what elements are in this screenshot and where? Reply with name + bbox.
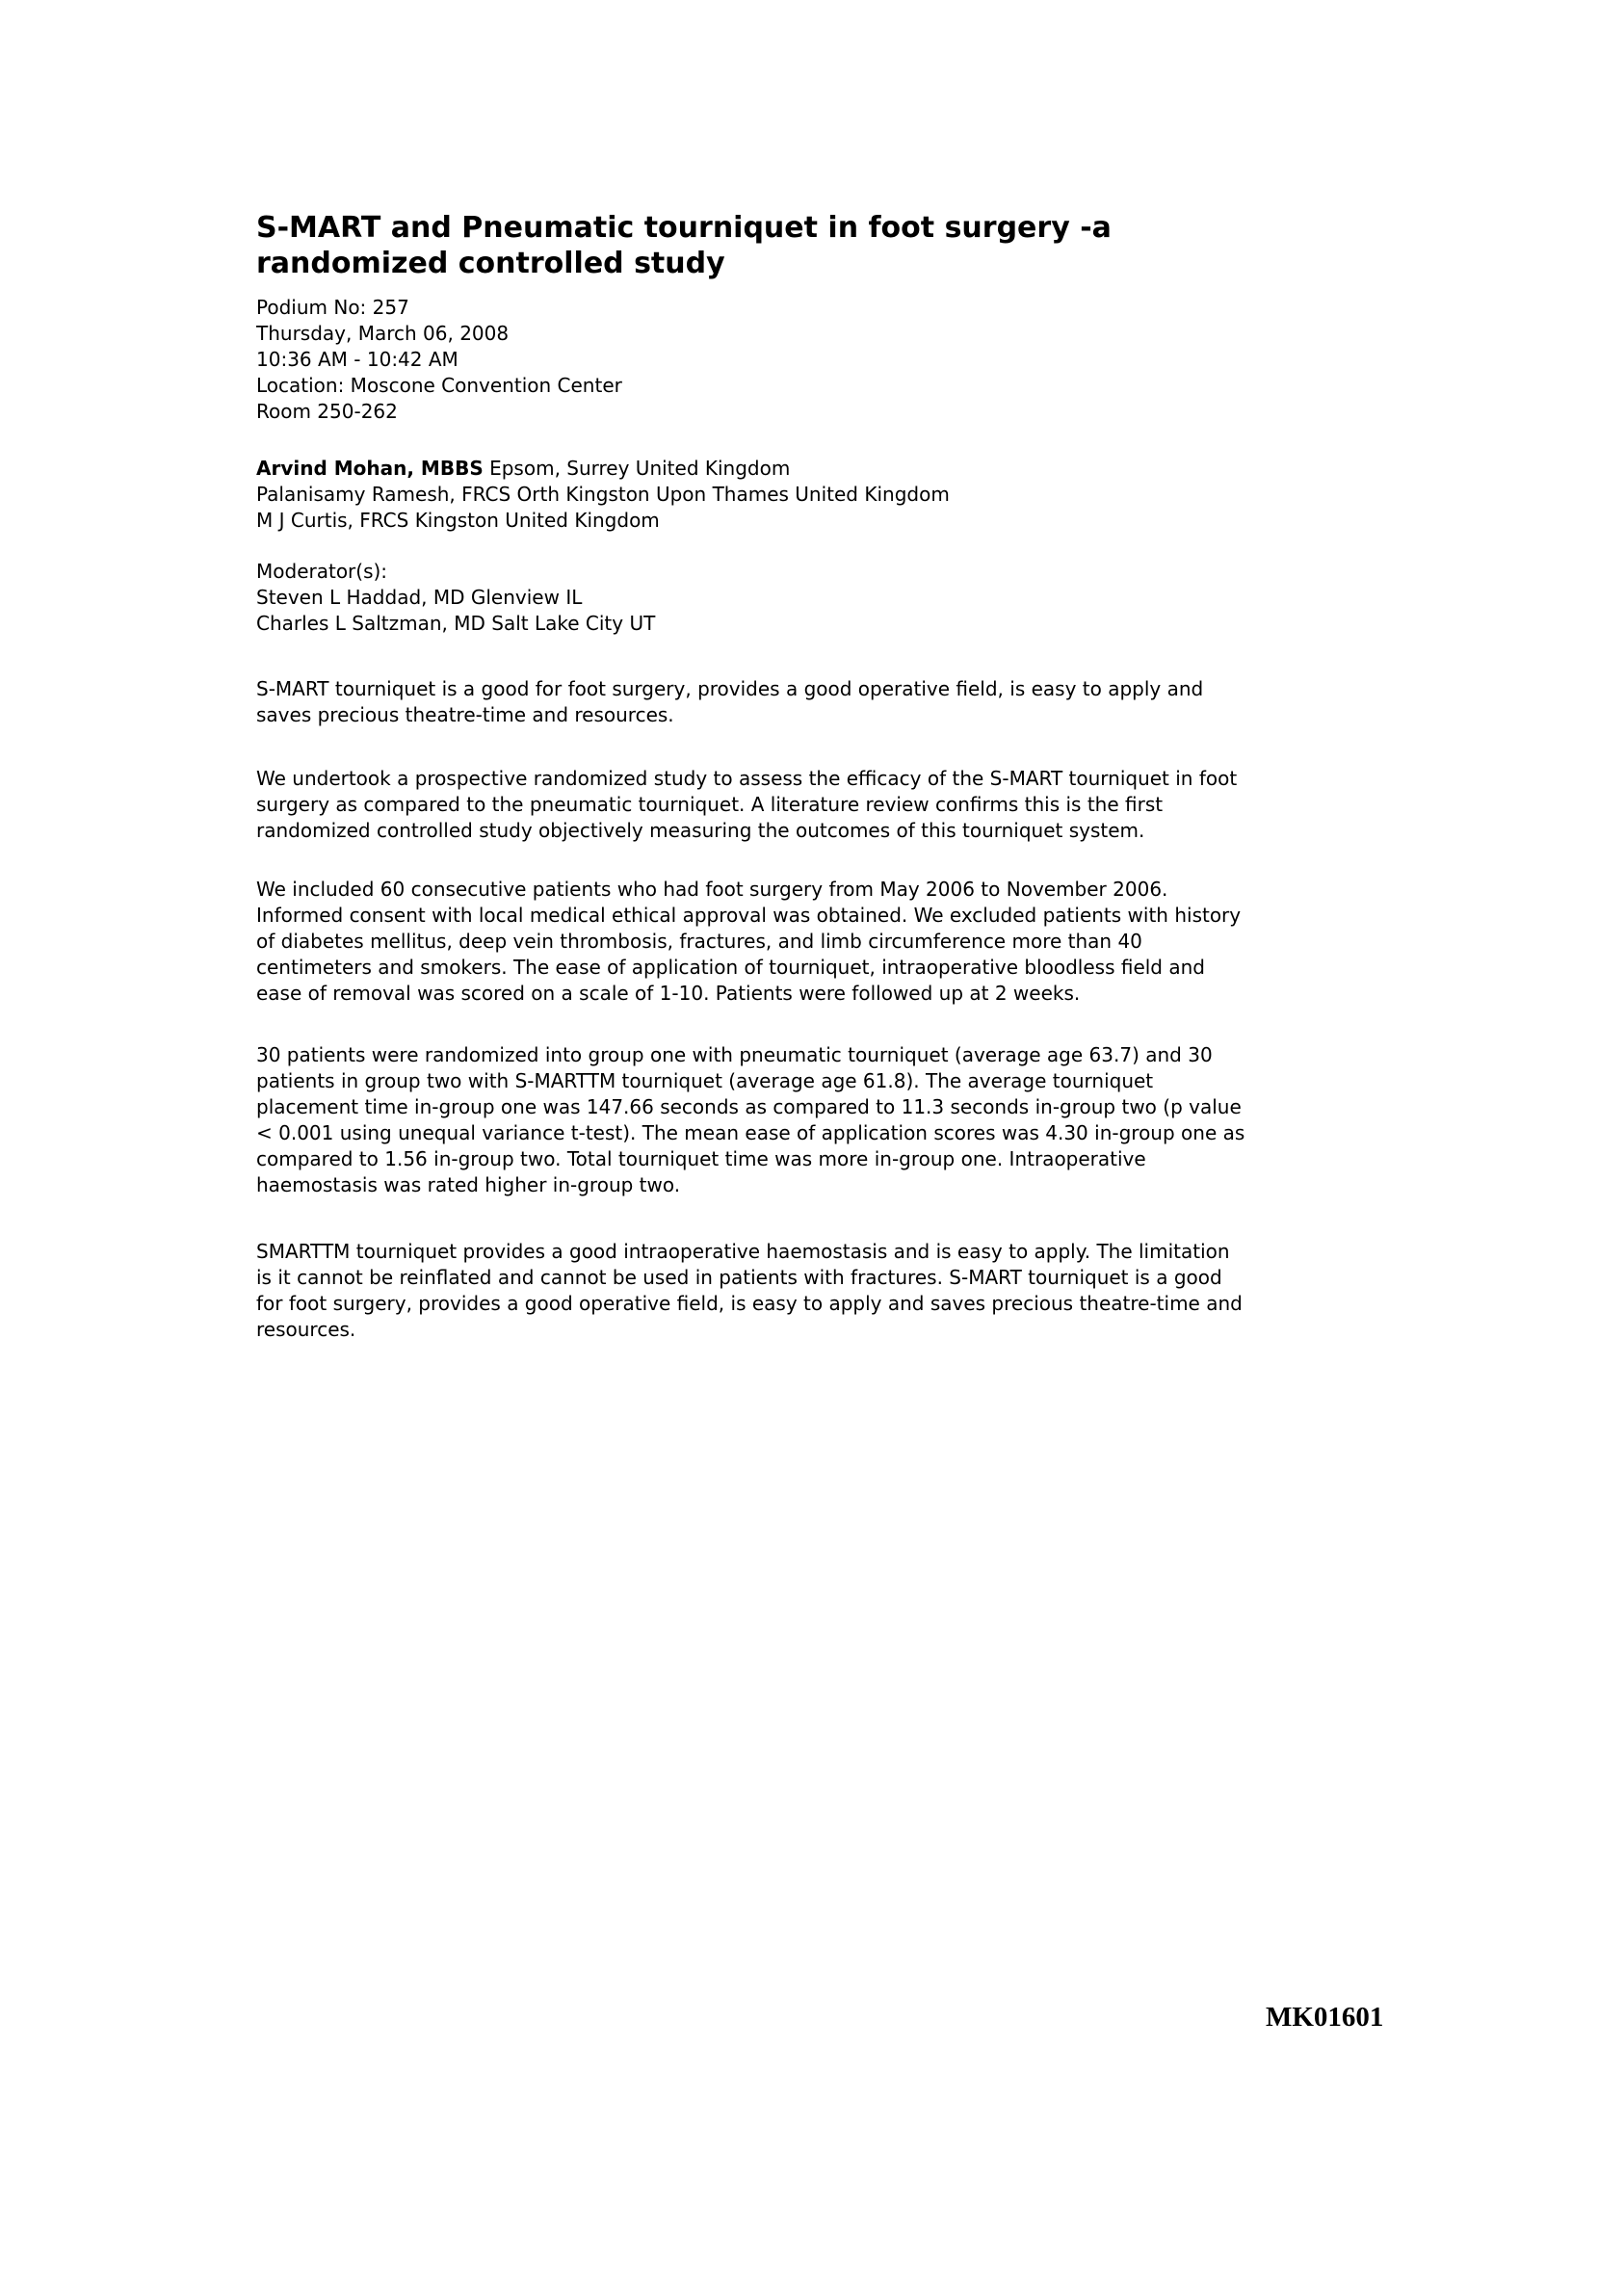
text-line: patients in group two with S-MARTTM tourniquet (average age 61.8). The average tourniquet [256, 1069, 1154, 1092]
page-title [256, 210, 1404, 281]
authors-block [256, 456, 1404, 534]
session-meta [256, 295, 1404, 425]
moderators-label: Moderator(s): [256, 560, 388, 583]
text-line: saves precious theatre-time and resources. [256, 703, 674, 726]
podium-number: Podium No: 257 [256, 296, 409, 319]
session-date: Thursday, March 06, 2008 [256, 322, 510, 345]
page-title-line-2: randomized controlled study [256, 247, 725, 280]
abstract-paragraph-5 [256, 1239, 1404, 1343]
author-line-3: M J Curtis, FRCS Kingston United Kingdom [256, 509, 660, 532]
abstract-paragraph-1 [256, 676, 1404, 728]
author-name-bold: Arvind Mohan, MBBS [256, 457, 484, 480]
text-line: surgery as compared to the pneumatic tourniquet. A literature review confirms this is the first [256, 793, 1164, 816]
text-line: S-MART tourniquet is a good for foot surgery, provides a good operative field, is easy to apply and [256, 677, 1204, 700]
page-title-line-1: S-MART and Pneumatic tourniquet in foot surgery -a [256, 211, 1112, 245]
text-line: haemostasis was rated higher in-group two. [256, 1173, 681, 1196]
text-line: is it cannot be reinflated and cannot be used in patients with fractures. S-MART tourniquet is a good [256, 1266, 1222, 1289]
session-time: 10:36 AM - 10:42 AM [256, 348, 458, 371]
author-line-2: Palanisamy Ramesh, FRCS Orth Kingston Upon Thames United Kingdom [256, 483, 950, 506]
text-line: Informed consent with local medical ethical approval was obtained. We excluded patients with history [256, 904, 1242, 927]
author-line-1 [256, 456, 1404, 482]
text-line: < 0.001 using unequal variance t-test). The mean ease of application scores was 4.30 in-group one as [256, 1121, 1245, 1144]
text-line: 30 patients were randomized into group one with pneumatic tourniquet (average age 63.7) and 30 [256, 1043, 1213, 1066]
text-line: compared to 1.56 in-group two. Total tourniquet time was more in-group one. Intraoperative [256, 1147, 1146, 1170]
document-code: MK01601 [1266, 2002, 1384, 2033]
moderator-line-1: Steven L Haddad, MD Glenview IL [256, 586, 583, 609]
text-line: of diabetes mellitus, deep vein thrombosis, fractures, and limb circumference more than 40 [256, 930, 1142, 953]
moderators-block [256, 559, 1404, 637]
abstract-paragraph-4 [256, 1042, 1404, 1198]
author-affiliation: Epsom, Surrey United Kingdom [483, 457, 791, 480]
moderator-line-2: Charles L Saltzman, MD Salt Lake City UT [256, 612, 656, 635]
text-line: SMARTTM tourniquet provides a good intraoperative haemostasis and is easy to apply. The limitation [256, 1240, 1230, 1263]
text-line: We undertook a prospective randomized study to assess the efficacy of the S-MART tourniquet in foot [256, 767, 1238, 790]
abstract-paragraph-2 [256, 766, 1404, 844]
text-line: placement time in-group one was 147.66 seconds as compared to 11.3 seconds in-group two (p value [256, 1095, 1242, 1118]
text-line: resources. [256, 1318, 356, 1341]
text-line: for foot surgery, provides a good operative field, is easy to apply and saves precious theatre-time and [256, 1292, 1243, 1315]
session-room: Room 250-262 [256, 400, 398, 423]
text-line: We included 60 consecutive patients who had foot surgery from May 2006 to November 2006. [256, 878, 1168, 901]
text-line: randomized controlled study objectively measuring the outcomes of this tourniquet system. [256, 819, 1145, 842]
text-line: centimeters and smokers. The ease of application of tourniquet, intraoperative bloodless field and [256, 956, 1205, 979]
document-content [256, 210, 1404, 1343]
text-line: ease of removal was scored on a scale of 1-10. Patients were followed up at 2 weeks. [256, 982, 1081, 1005]
session-location: Location: Moscone Convention Center [256, 374, 622, 397]
abstract-paragraph-3 [256, 877, 1404, 1007]
